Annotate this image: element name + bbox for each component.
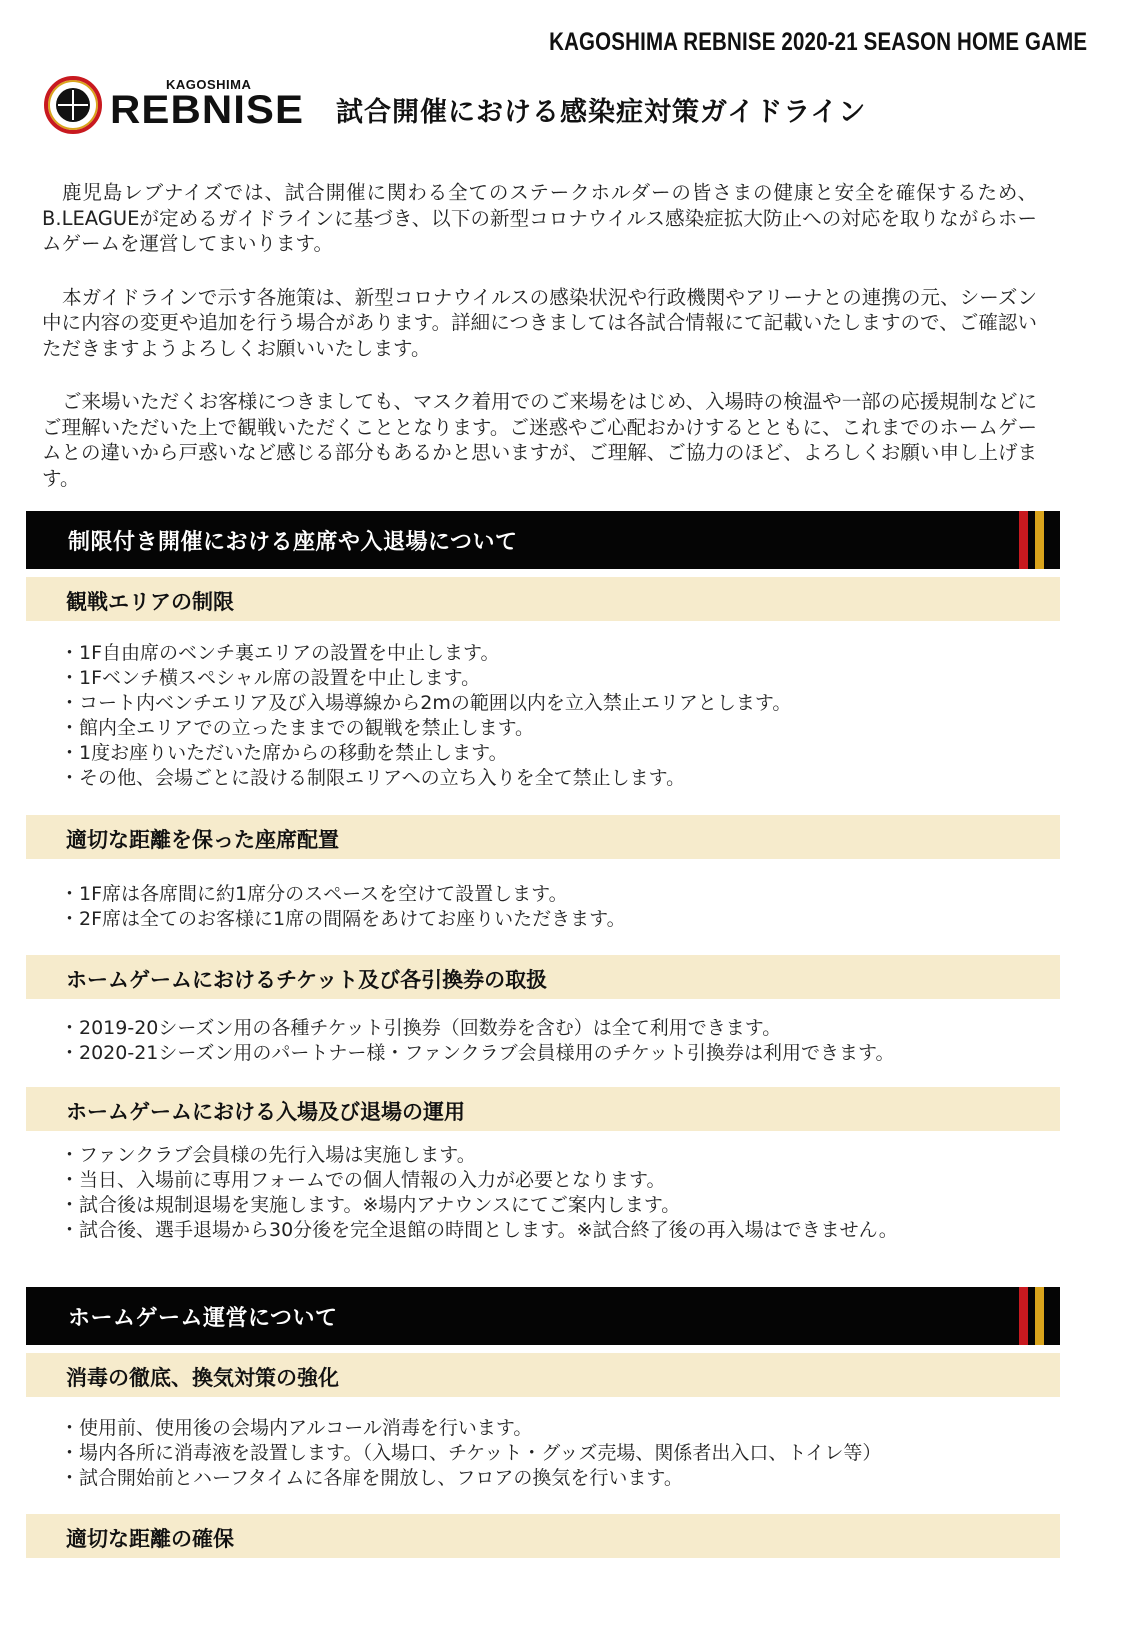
section-header-seating	[26, 511, 1060, 569]
gold-stripe	[1035, 1287, 1044, 1345]
bullet-list	[60, 1416, 1070, 1491]
section-title: ホームゲーム運営について	[68, 1306, 338, 1331]
list-item: ・試合後、選手退場から30分後を完全退館の時間とします。※試合終了後の再入場はできません。	[60, 1219, 898, 1241]
list-item: ・1Fベンチ横スペシャル席の設置を中止します。	[60, 667, 481, 689]
subsection-header	[26, 1353, 1060, 1397]
subsection-title: 適切な距離を保った座席配置	[66, 828, 339, 852]
red-stripe	[1019, 1287, 1028, 1345]
list-item: ・使用前、使用後の会場内アルコール消毒を行います。	[60, 1417, 533, 1439]
red-stripe	[1019, 511, 1028, 569]
intro-paragraph: 本ガイドラインで示す各施策は、新型コロナウイルスの感染状況や行政機関やアリーナとの連携の元、シーズン中に内容の変更や追加を行う場合があります。詳細につきましては各試合情報にて記載いたしますので、ご確認いただきますようよろしくお願いいたします。	[42, 285, 1037, 360]
list-item: ・その他、会場ごとに設ける制限エリアへの立ち入りを全て禁止します。	[60, 767, 686, 789]
subsection-title: 消毒の徹底、換気対策の強化	[66, 1366, 339, 1390]
subsection-header	[26, 1087, 1060, 1131]
section-header-operations	[26, 1287, 1060, 1345]
list-item: ・2020-21シーズン用のパートナー様・ファンクラブ会員様用のチケット引換券は利用できます。	[60, 1042, 895, 1064]
bullet-list	[60, 1016, 1070, 1066]
subsection-title: 観戦エリアの制限	[66, 590, 234, 614]
list-item: ・コート内ベンチエリア及び入場導線から2mの範囲以内を立入禁止エリアとします。	[60, 692, 792, 714]
list-item: ・試合後は規制退場を実施します。※場内アナウンスにてご案内します。	[60, 1194, 681, 1216]
section-title: 制限付き開催における座席や入退場について	[68, 530, 518, 555]
list-item: ・館内全エリアでの立ったままでの観戦を禁止します。	[60, 717, 535, 739]
season-label: KAGOSHIMA REBNISE 2020-21 SEASON HOME GAME	[548, 28, 1087, 56]
document-title: 試合開催における感染症対策ガイドライン	[336, 97, 867, 128]
subsection-title: ホームゲームにおける入場及び退場の運用	[66, 1100, 465, 1124]
bullet-list	[60, 882, 1070, 932]
intro-paragraph: ご来場いただくお客様につきましても、マスク着用でのご来場をはじめ、入場時の検温や一部の応援規制などにご理解いただいた上で観戦いただくこととなります。ご迷惑やご心配おかけするとともに、これまでのホームゲームとの違いから戸惑いなど感じる部分もあるかと思いますが、ご理解、ご協力のほど、よろしくお願い申し上げます。	[42, 390, 1037, 490]
bullet-list	[60, 1143, 1070, 1243]
intro-paragraph: 鹿児島レブナイズでは、試合開催に関わる全てのステークホルダーの皆さまの健康と安全を確保するため、B.LEAGUEが定めるガイドラインに基づき、以下の新型コロナウイルス感染症拡大防止への対応を取りながらホームゲームを運営してまいります。	[42, 181, 1037, 255]
subsection-title: 適切な距離の確保	[66, 1527, 234, 1551]
subsection-header	[26, 1514, 1060, 1558]
list-item: ・1度お座りいただいた席からの移動を禁止します。	[60, 742, 508, 764]
bullet-list	[60, 641, 1070, 791]
subsection-title: ホームゲームにおけるチケット及び各引換券の取扱	[66, 968, 548, 992]
team-logo	[44, 76, 324, 134]
list-item: ・2F席は全てのお客様に1席の間隔をあけてお座りいただきます。	[60, 908, 626, 930]
subsection-header	[26, 815, 1060, 859]
list-item: ・試合開始前とハーフタイムに各扉を開放し、フロアの換気を行います。	[60, 1467, 683, 1489]
logo-main-text: REBNISE	[110, 88, 305, 132]
subsection-header	[26, 955, 1060, 999]
list-item: ・場内各所に消毒液を設置します。（入場口、チケット・グッズ売場、関係者出入口、トイレ等）	[60, 1442, 882, 1464]
list-item: ・1F席は各席間に約1席分のスペースを空けて設置します。	[60, 883, 568, 905]
basketball-logo-icon	[44, 76, 102, 134]
list-item: ・ファンクラブ会員様の先行入場は実施します。	[60, 1144, 476, 1166]
intro-text	[42, 180, 1037, 519]
gold-stripe	[1035, 511, 1044, 569]
list-item: ・当日、入場前に専用フォームでの個人情報の入力が必要となります。	[60, 1169, 666, 1191]
logo-small-text: KAGOSHIMA	[166, 77, 252, 92]
list-item: ・2019-20シーズン用の各種チケット引換券（回数券を含む）は全て利用できます。	[60, 1017, 782, 1039]
subsection-header	[26, 577, 1060, 621]
list-item: ・1F自由席のベンチ裏エリアの設置を中止します。	[60, 642, 500, 664]
